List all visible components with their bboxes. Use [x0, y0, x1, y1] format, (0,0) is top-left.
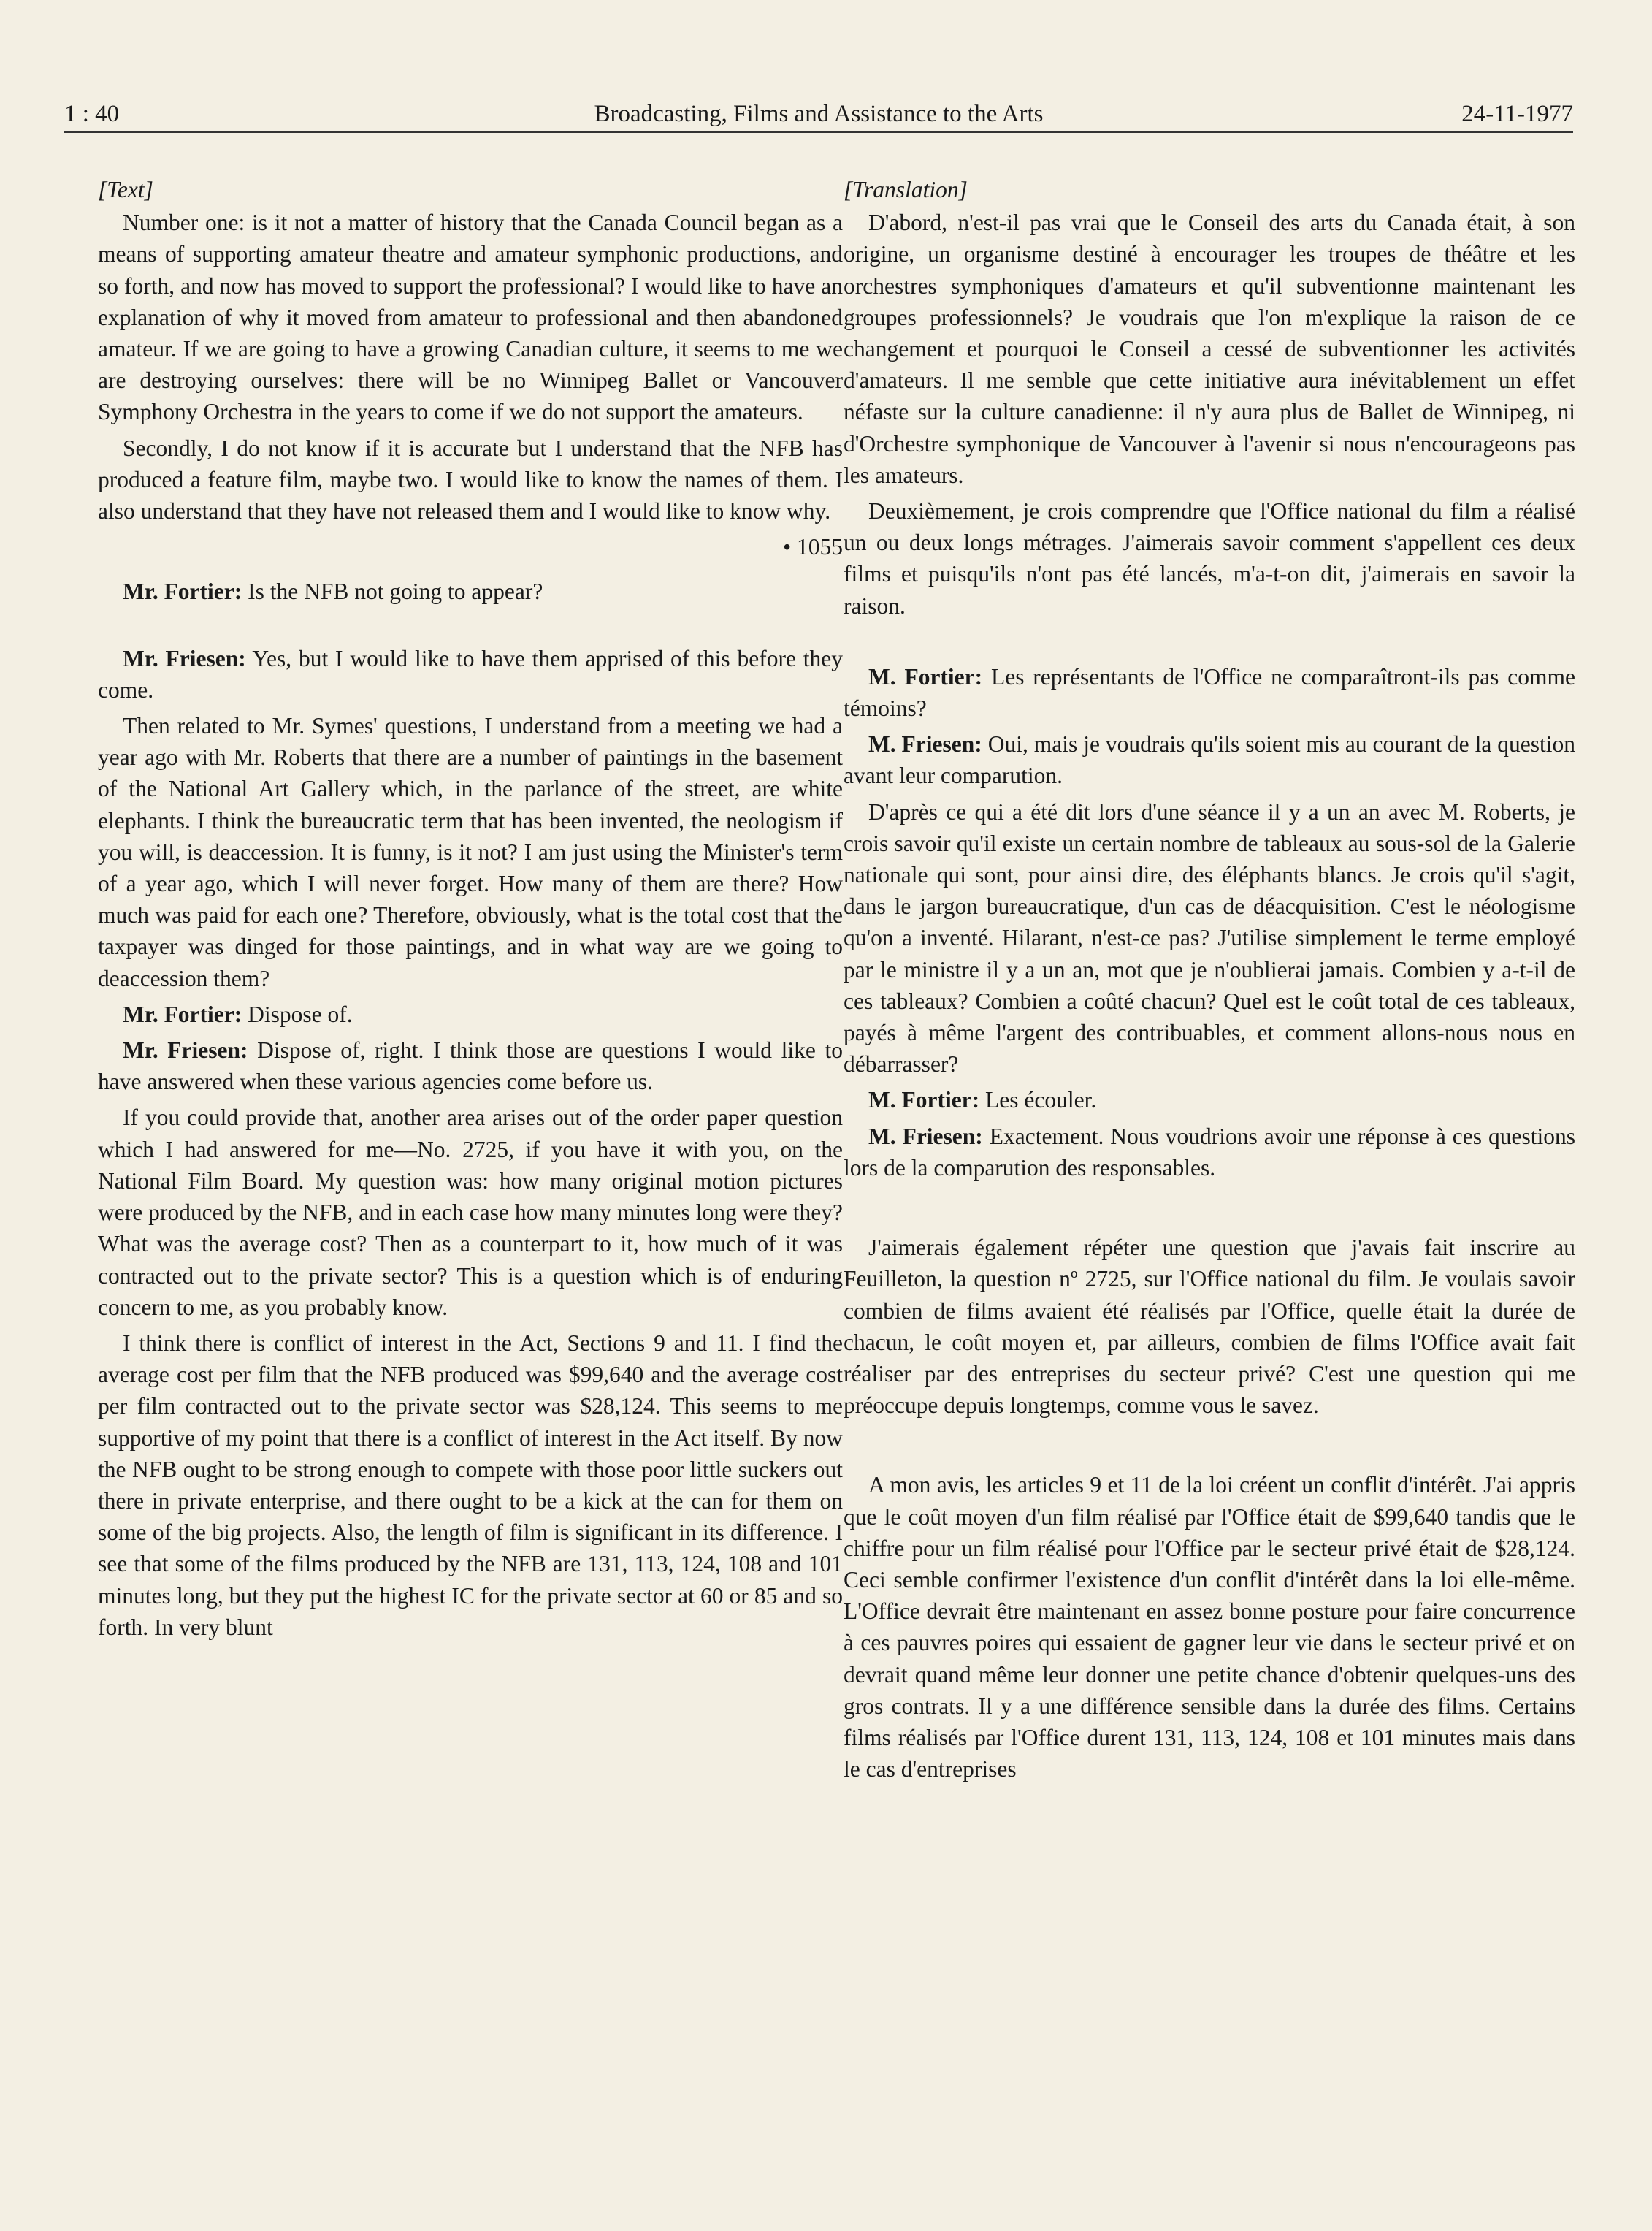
speaker-paragraph: Mr. Fortier: Dispose of.: [123, 1001, 353, 1027]
paragraph: Number one: is it not a matter of history that the Canada Council began as a means of supporting amateur theatre and amateur symphonic productions, and so forth, and now has moved to support the professional? I would like to have an explanation of why it moved from amateur to professional and then abandoned amateur. If we are going to have a growing Canadian culture, it seems to me we are destroying ourselves: there will be no Winnipeg Ballet or Vancouver Symphony Orchestra in the years to come if we do not support the amateurs.: [98, 210, 843, 425]
speaker-paragraph: M. Friesen: Exactement. Nous voudrions avoir une réponse à ces questions lors de la comparution des responsables.: [844, 1123, 1576, 1181]
paragraph: D'abord, n'est-il pas vrai que le Conseil des arts du Canada était, à son origine, un organisme destiné à encourager les troupes de théâtre et les orchestres symphoniques d'amateurs et qu'il subventionne maintenant les groupes professionnels? Je voudrais que l'on m'explique la raison de ce changement et pourquoi le Conseil a cessé de subventionner les activités d'amateurs. Il me semble que cette initiative aura inévitablement un effet néfaste sur la culture canadienne: il n'y aura plus de Ballet de Winnipeg, ni d'Orchestre symphonique de Vancouver à l'avenir si nous n'encourageons pas les amateurs.: [844, 210, 1575, 488]
speaker-paragraph: M. Friesen: Oui, mais je voudrais qu'ils soient mis au courant de la question avant leur comparution.: [844, 731, 1576, 789]
time-marker: • 1055: [783, 534, 843, 560]
speaker-name: Mr. Fortier:: [123, 579, 242, 605]
paragraph: A mon avis, les articles 9 et 11 de la loi créent un conflit d'intérêt. J'ai appris que le coût moyen d'un film réalisé par l'Office était de $99,640 tandis que le chiffre pour un film réalisé pour l'Office par le secteur privé était de $28,124. Ceci semble confirmer l'existence d'un conflit d'intérêt dans la loi elle-même. L'Office devrait être maintenant en assez bonne posture pour faire concurrence à ces pauvres poires qui essaient de gagner leur vie dans le secteur privé et on devrait quand même leur donner une petite chance d'obtenir quelques-uns des gros contrats. Il y a une différence sensible dans la durée des films. Certains films réalisés par l'Office durent 131, 113, 124, 108 et 101 minutes mais dans le cas d'entreprises: [844, 1472, 1575, 1782]
speaker-paragraph: Mr. Friesen: Dispose of, right. I think those are questions I would like to have answered when these various agencies come before us.: [98, 1037, 843, 1095]
paragraph: J'aimerais également répéter une question que j'avais fait inscrire au Feuilleton, la question nº 2725, sur l'Office national du film. Je voulais savoir combien de films avaient été réalisés par l'Office, quelle était la durée de chacun, le coût moyen et, par ailleurs, combien de films l'Office avait fait réaliser par des entreprises du secteur privé? C'est une question qui me préoccupe depuis longtemps, comme vous le savez.: [844, 1235, 1575, 1419]
speaker-name: Mr. Friesen:: [123, 645, 246, 671]
paragraph: D'après ce qui a été dit lors d'une séance il y a un an avec M. Roberts, je crois savoir qu'il existe un certain nombre de tableaux au sous-sol de la Galerie nationale qui sont, pour ainsi dire, des éléphants blancs. Je crois qu'il s'agit, dans le jargon bureaucratique, d'un cas de déacquisition. C'est le néologisme qu'on a inventé. Hilarant, n'est-ce pas? J'utilise simplement le terme employé par le ministre il y a un an, mot que je n'oublierai jamais. Combien y a-t-il de ces tableaux? Combien a coûté chacun? Quel est le coût total de ces tableaux, payés à même l'argent des contribuables, et comment allons-nous nous en débarrasser?: [844, 798, 1575, 1078]
speaker-paragraph: M. Fortier: Les représentants de l'Office ne comparaîtront-ils pas comme témoins?: [844, 663, 1575, 722]
speaker-name: Mr. Friesen:: [123, 1037, 248, 1064]
speaker-paragraph: Mr. Friesen: Yes, but I would like to have them apprised of this before they come.: [98, 645, 844, 703]
speaker-name: M. Fortier:: [868, 663, 983, 690]
speaker-name: M. Friesen:: [868, 731, 982, 758]
spacer: [844, 1425, 1575, 1469]
speaker-name: Mr. Fortier:: [123, 1001, 242, 1027]
speaker-name: M. Fortier:: [868, 1087, 980, 1113]
french-column: [844, 174, 1575, 1789]
page-date: 24-11-1977: [1461, 101, 1573, 127]
paragraph: Secondly, I do not know if it is accurate but I understand that the NFB has produced a feature film, maybe two. I would like to know the names of them. I also understand that they have not released them and I would like to know why.: [98, 435, 843, 525]
spacer: [98, 612, 843, 643]
spacer: [844, 626, 1575, 661]
paragraph: I think there is conflict of interest in the Act, Sections 9 and 11. I find the average cost per film that the NFB produced was $99,640 and the average cost per film contracted out to the private sector was $28,124. This seems to me supportive of my point that there is a conflict of interest in the Act itself. By now the NFB ought to be strong enough to compete with those poor little suckers out there in private enterprise, and there ought to be a kick at the can for them on some of the big projects. Also, the length of film is significant in its difference. I see that some of the films produced by the NFB are 131, 113, 124, 108 and 101 minutes long, but they put the highest IC for the private sector at 60 or 85 and so forth. In very blunt: [98, 1330, 843, 1640]
paragraph: Deuxièmement, je crois comprendre que l'Office national du film a réalisé un ou deux longs métrages. J'aimerais savoir comment s'appellent ces deux films et puisqu'ils n'ont pas été lancés, m'a-t-on dit, j'aimerais en savoir la raison.: [844, 498, 1575, 619]
speaker-paragraph: M. Fortier: Les écouler.: [868, 1087, 1097, 1113]
text-label: [Text]: [98, 177, 153, 202]
page-number: 1 : 40: [64, 101, 120, 127]
paragraph: Then related to Mr. Symes' questions, I understand from a meeting we had a year ago with Mr. Roberts that there are a number of paintings in the basement of the National Art Gallery which, in the parlance of the street, are white elephants. I think the bureaucratic term that has been invented, the neologism if you will, is deaccession. It is funny, is it not? I am just using the Minister's term of a year ago, which I will never forget. How many of them are there? How much was paid for each one? Therefore, obviously, what is the total cost that the taxpayer was dinged for those paintings, and in what way are we going to deaccession them?: [98, 713, 843, 991]
paragraph: If you could provide that, another area arises out of the order paper question which I had answered for me—No. 2725, if you have it with you, on the National Film Board. My question was: how many original motion pictures were produced by the NFB, and in each case how many minutes long were they? What was the average cost? Then as a counterpart to it, how much of it was contracted out to the private sector? This is a question which is of enduring concern to me, as you probably know.: [98, 1105, 843, 1320]
english-column: [98, 174, 843, 1647]
page-running-title: Broadcasting, Films and Assistance to the Arts: [594, 101, 1044, 127]
speaker-name: M. Friesen:: [868, 1123, 983, 1149]
translation-label: [Translation]: [844, 177, 968, 202]
spacer: [844, 1188, 1575, 1232]
speaker-paragraph: Mr. Fortier: Is the NFB not going to appear?: [123, 579, 543, 605]
page-header: [64, 99, 1573, 133]
